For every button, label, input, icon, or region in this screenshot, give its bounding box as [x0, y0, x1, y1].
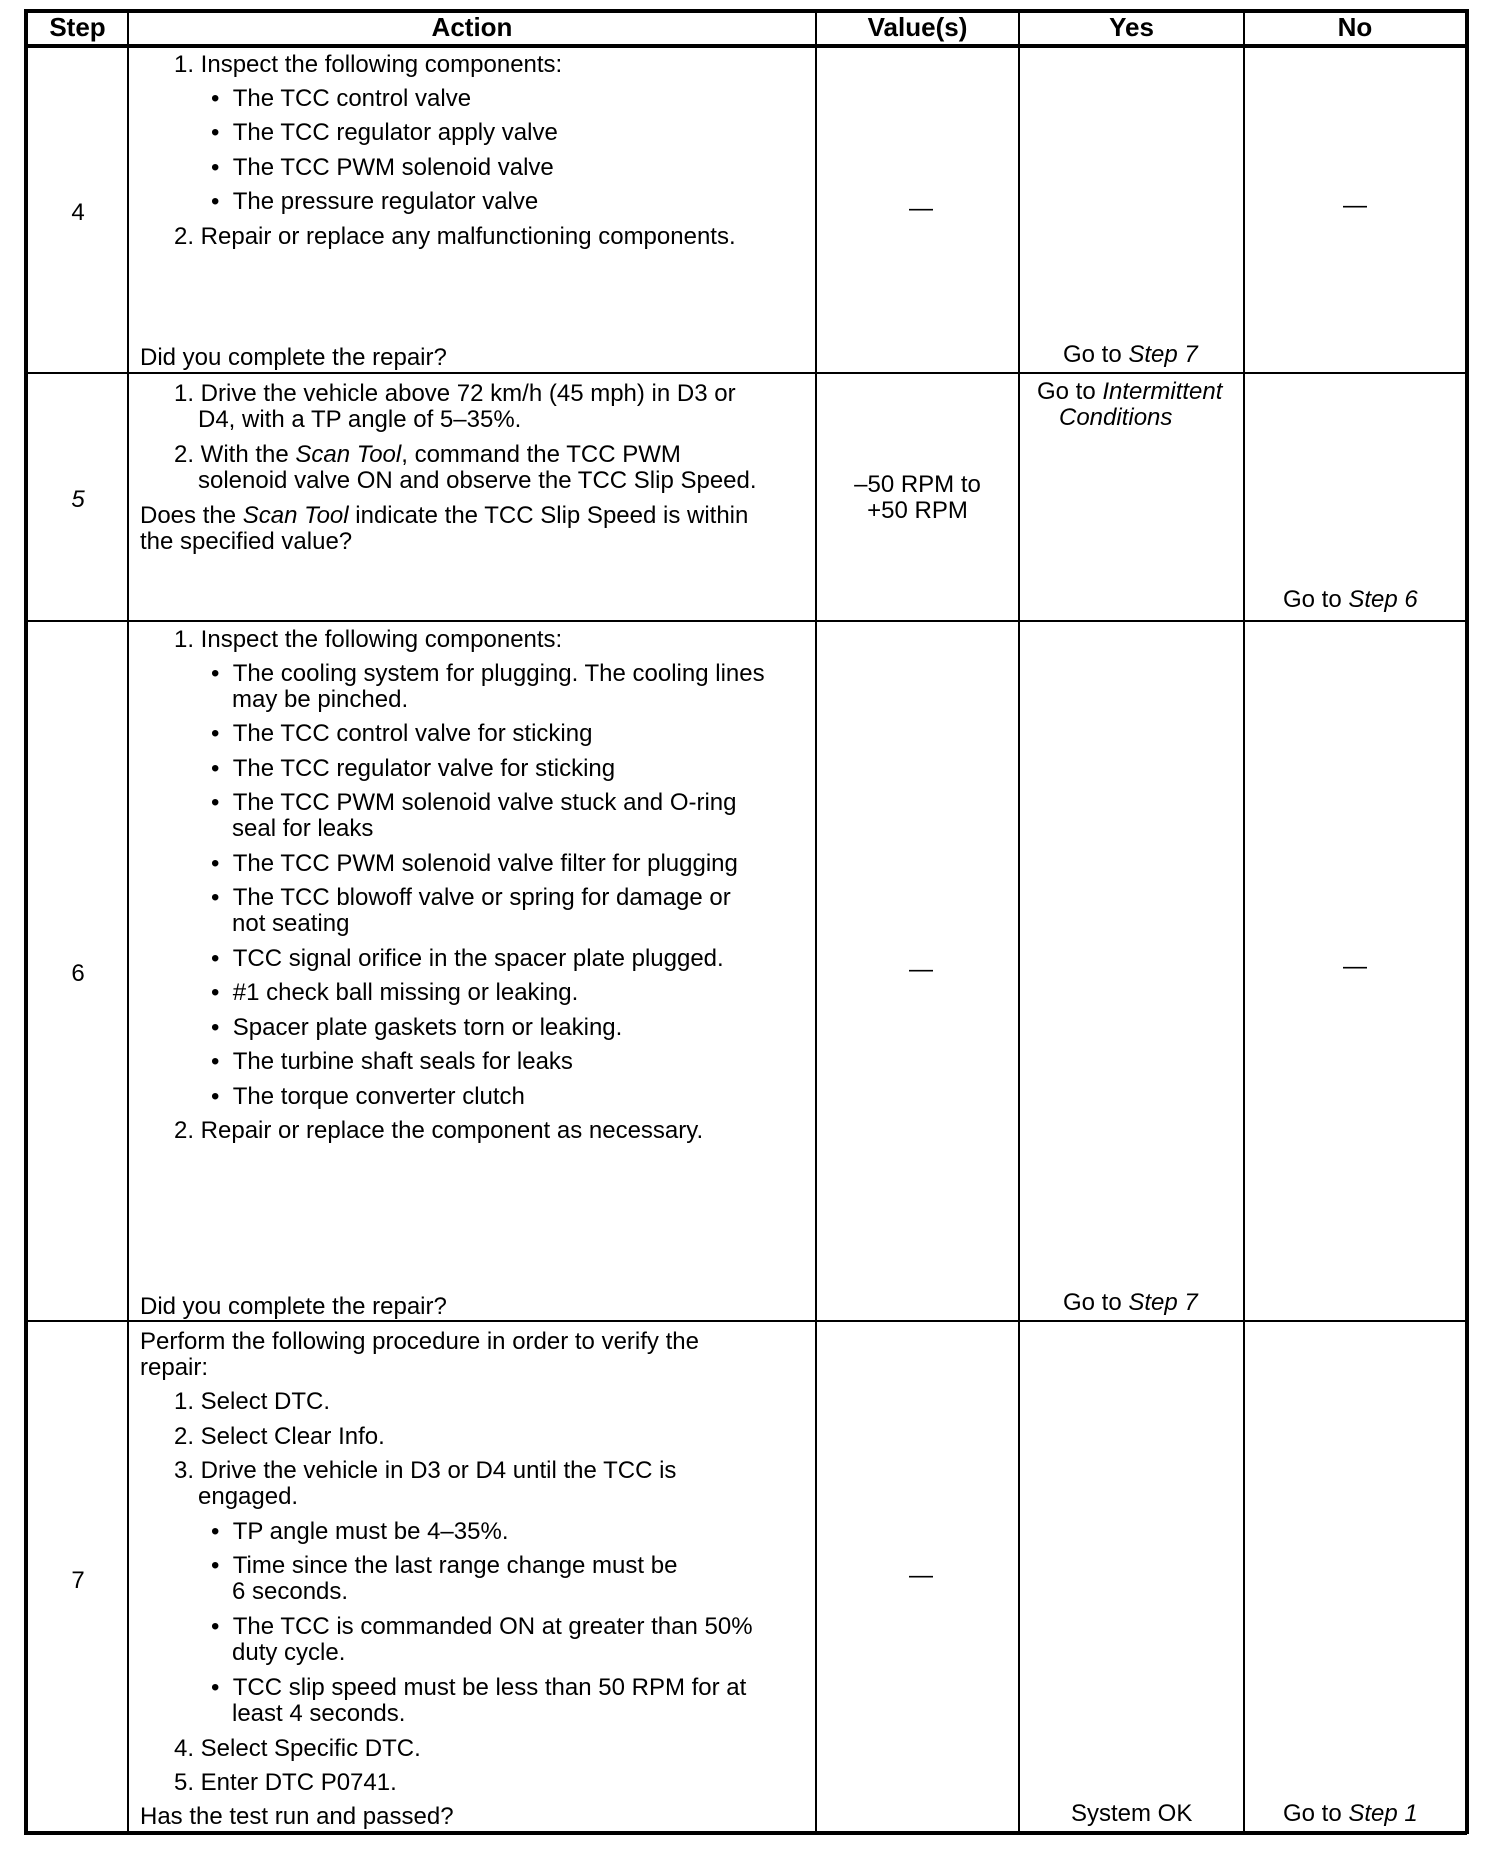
yes-cell-continuation: Conditions — [1059, 404, 1173, 431]
list-item: 1. Inspect the following components: — [173, 626, 563, 653]
header-yes: Yes — [1109, 12, 1154, 42]
col-divider — [127, 9, 129, 1834]
no-cell: — — [1343, 192, 1367, 219]
step-number: 7 — [71, 1567, 85, 1594]
list-item: 5. Enter DTC P0741. — [173, 1769, 397, 1796]
col-divider — [815, 9, 817, 1834]
list-item-continuation: may be pinched. — [232, 686, 409, 713]
header-values: Value(s) — [867, 12, 968, 42]
yes-cell: System OK — [1071, 1800, 1193, 1827]
step-number: 4 — [71, 199, 85, 226]
list-item: • TCC slip speed must be less than 50 RPM for at — [211, 1674, 747, 1701]
row-divider — [24, 620, 1467, 622]
list-item: 2. Repair or replace the component as necessary. — [173, 1117, 704, 1144]
yes-cell: Go to Step 7 — [1063, 1289, 1198, 1316]
question-text: Does the Scan Tool indicate the TCC Slip Speed is within — [140, 502, 749, 529]
list-item: • The torque converter clutch — [211, 1083, 525, 1110]
value-cell: — — [909, 195, 933, 222]
list-item: 2. Repair or replace any malfunctioning components. — [173, 223, 736, 250]
col-divider — [1018, 9, 1020, 1834]
intro-text: Perform the following procedure in order to verify the — [140, 1328, 699, 1355]
table-border-left — [24, 9, 28, 1834]
no-cell: Go to Step 6 — [1283, 586, 1418, 613]
question-text: Did you complete the repair? — [140, 344, 447, 371]
list-item: • The TCC regulator valve for sticking — [211, 755, 616, 782]
list-item: • The cooling system for plugging. The cooling lines — [211, 660, 765, 687]
list-item-continuation: solenoid valve ON and observe the TCC Slip Speed. — [198, 467, 757, 494]
list-item-continuation: duty cycle. — [232, 1639, 346, 1666]
list-item-continuation: 6 seconds. — [232, 1578, 349, 1605]
step-number: 5 — [71, 486, 85, 513]
header-action: Action — [431, 12, 513, 42]
question-text: Did you complete the repair? — [140, 1293, 447, 1320]
step-number: 6 — [71, 960, 85, 987]
row-divider — [24, 372, 1467, 374]
value-cell: –50 RPM to +50 RPM — [854, 471, 981, 524]
row-divider — [24, 1320, 1467, 1322]
list-item: • The TCC PWM solenoid valve filter for plugging — [211, 850, 738, 877]
question-text-continuation: the specified value? — [140, 528, 353, 555]
list-item: • TCC signal orifice in the spacer plate plugged. — [211, 945, 724, 972]
list-item: • The turbine shaft seals for leaks — [211, 1048, 573, 1075]
question-text: Has the test run and passed? — [140, 1803, 454, 1830]
list-item: 2. Select Clear Info. — [173, 1423, 385, 1450]
table-border-bottom — [24, 1831, 1467, 1835]
list-item: • The TCC regulator apply valve — [211, 119, 558, 146]
no-cell: — — [1343, 953, 1367, 980]
list-item: • The TCC control valve for sticking — [211, 720, 593, 747]
list-item: 4. Select Specific DTC. — [173, 1735, 421, 1762]
no-cell: Go to Step 1 — [1283, 1800, 1418, 1827]
list-item: • Time since the last range change must be — [211, 1552, 678, 1579]
list-item-continuation: seal for leaks — [232, 815, 374, 842]
list-item: 1. Drive the vehicle above 72 km/h (45 mph) in D3 or — [173, 380, 736, 407]
list-item: 1. Select DTC. — [173, 1388, 331, 1415]
list-item: 3. Drive the vehicle in D3 or D4 until the TCC is — [173, 1457, 677, 1484]
list-item: • The TCC control valve — [211, 85, 472, 112]
header-step: Step — [49, 12, 106, 42]
header-divider — [24, 44, 1467, 48]
list-item: • #1 check ball missing or leaking. — [211, 979, 579, 1006]
list-item: • The TCC is commanded ON at greater than 50% — [211, 1613, 753, 1640]
table-border-right — [1465, 9, 1469, 1834]
list-item: • The TCC PWM solenoid valve — [211, 154, 554, 181]
list-item: • TP angle must be 4–35%. — [211, 1518, 509, 1545]
list-item: 1. Inspect the following components: — [173, 51, 563, 78]
intro-text-continuation: repair: — [140, 1354, 209, 1381]
list-item-continuation: not seating — [232, 910, 350, 937]
col-divider — [1243, 9, 1245, 1834]
list-item: • The pressure regulator valve — [211, 188, 539, 215]
list-item: • The TCC blowoff valve or spring for damage or — [211, 884, 731, 911]
header-no: No — [1337, 12, 1373, 42]
list-item: • Spacer plate gaskets torn or leaking. — [211, 1014, 623, 1041]
value-cell: — — [909, 956, 933, 983]
list-item-continuation: engaged. — [198, 1483, 299, 1510]
yes-cell: Go to Intermittent — [1037, 378, 1223, 405]
yes-cell: Go to Step 7 — [1063, 341, 1198, 368]
value-cell: — — [909, 1562, 933, 1589]
list-item-continuation: D4, with a TP angle of 5–35%. — [198, 406, 522, 433]
list-item: • The TCC PWM solenoid valve stuck and O-ring — [211, 789, 737, 816]
list-item-continuation: least 4 seconds. — [232, 1700, 406, 1727]
list-item: 2. With the Scan Tool, command the TCC PWM — [173, 441, 681, 468]
